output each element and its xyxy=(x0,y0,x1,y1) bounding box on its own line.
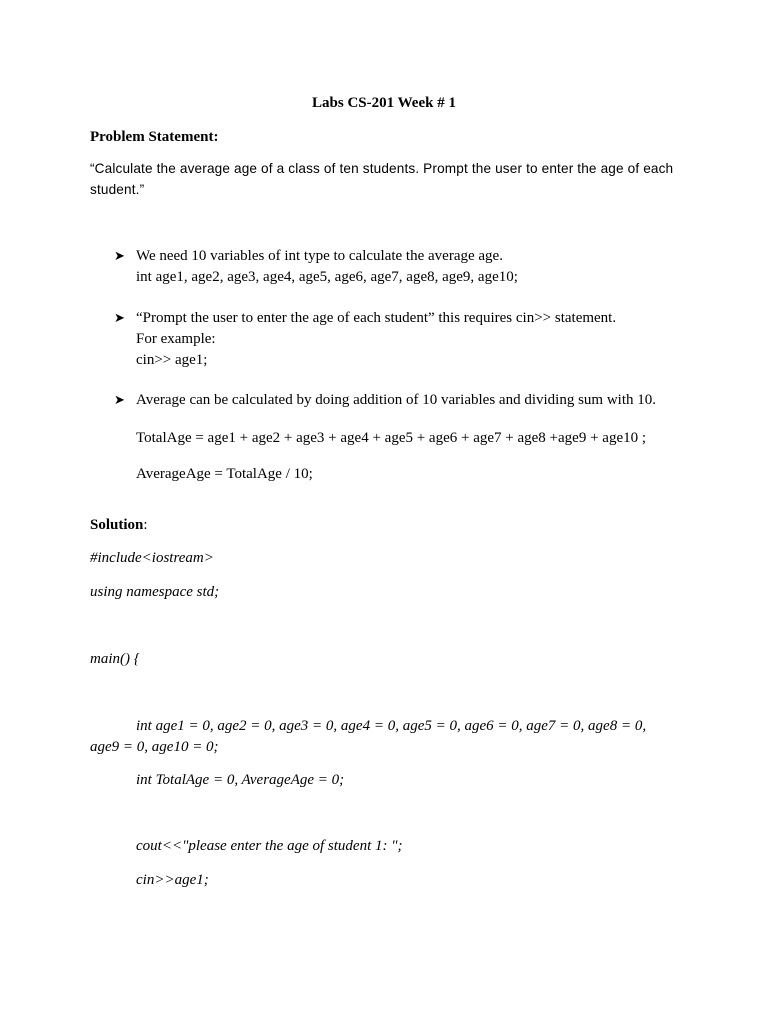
problem-heading: Problem Statement: xyxy=(90,129,219,145)
average-age-formula: AverageAge = TotalAge / 10; xyxy=(136,466,313,482)
code-declaration-line-2: age9 = 0, age10 = 0; xyxy=(90,739,219,755)
bullet-1-line-2: int age1, age2, age3, age4, age5, age6, age7, age8, age9, age10; xyxy=(136,269,518,285)
code-declaration-total: int TotalAge = 0, AverageAge = 0; xyxy=(136,772,345,788)
bullet-2-line-1-text: “Prompt the user to enter the age of each student” this requires cin>> statement. xyxy=(136,310,617,326)
page-title: Labs CS-201 Week # 1 xyxy=(312,95,456,111)
code-cout: cout<<"please enter the age of student 1: "; xyxy=(136,838,403,854)
code-cin: cin>>age1; xyxy=(136,872,209,888)
code-include: #include<iostream> xyxy=(90,550,214,566)
code-namespace: using namespace std; xyxy=(90,584,220,600)
bullet-3-line-1: Average can be calculated by doing addition of 10 variables and dividing sum with 10. xyxy=(136,392,656,408)
arrow-bullet-icon: ➤ xyxy=(114,248,125,263)
bullet-2-line-2: For example: xyxy=(136,331,216,347)
bullet-2-line-3: cin>> age1; xyxy=(136,352,208,368)
problem-statement-line-2: student.” xyxy=(90,182,145,197)
solution-heading xyxy=(90,515,148,535)
arrow-bullet-icon: ➤ xyxy=(114,392,125,407)
bullet-1-line-1: We need 10 variables of int type to calculate the average age. xyxy=(136,248,503,264)
solution-heading-colon: : xyxy=(143,517,148,533)
arrow-bullet-icon: ➤ xyxy=(114,310,125,325)
total-age-formula: TotalAge = age1 + age2 + age3 + age4 + age5 + age6 + age7 + age8 +age9 + age10 ; xyxy=(136,430,647,446)
solution-heading-text: Solution xyxy=(90,517,144,533)
problem-statement-line-1: “Calculate the average age of a class of ten students. Prompt the user to enter the age of each xyxy=(90,161,674,176)
bullet-2-line-1 xyxy=(136,308,616,328)
code-declaration-line-1: int age1 = 0, age2 = 0, age3 = 0, age4 = 0, age5 = 0, age6 = 0, age7 = 0, age8 = 0, xyxy=(136,718,647,734)
code-main: main() { xyxy=(90,651,140,667)
